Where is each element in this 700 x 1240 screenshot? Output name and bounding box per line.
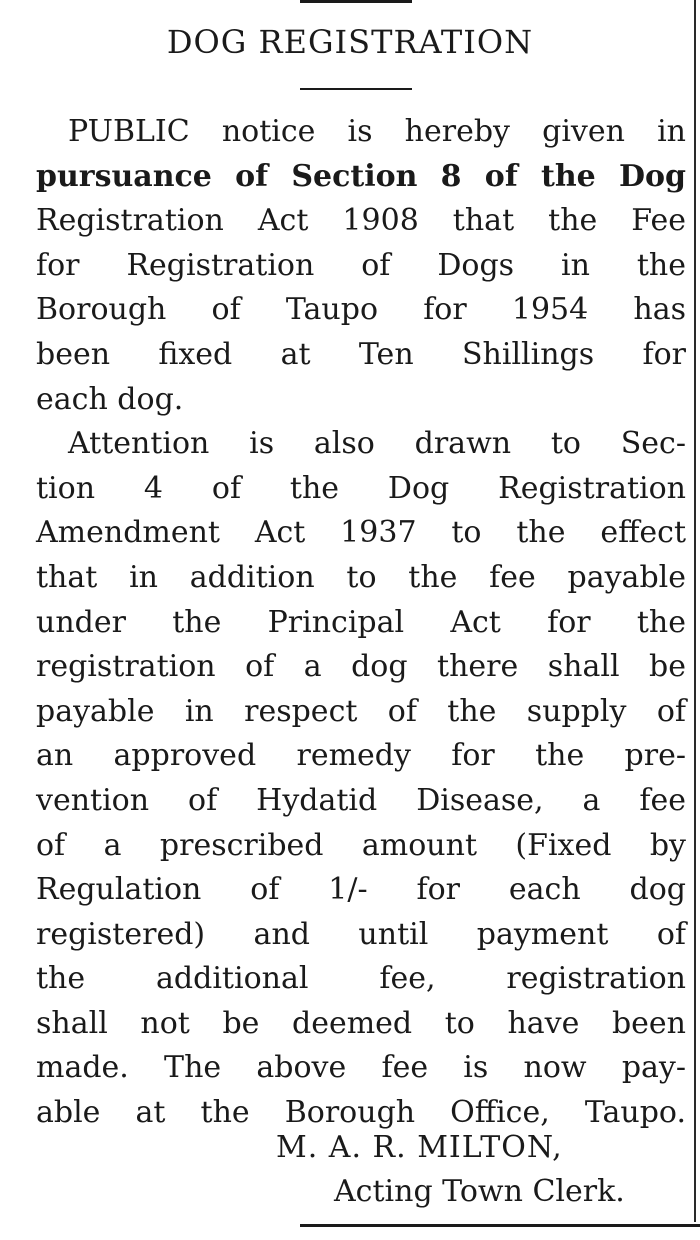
body-line: the additional fee, registration <box>36 961 686 997</box>
body-line: that in addition to the fee payable <box>36 559 686 595</box>
body-line: been fixed at Ten Shillings for <box>36 336 686 372</box>
body-line: registration of a dog there shall be <box>36 649 686 685</box>
notice-body <box>36 110 686 1136</box>
body-line: registered) and until payment of <box>36 916 686 952</box>
column-rule <box>694 0 696 1222</box>
body-line: vention of Hydatid Disease, a fee <box>36 782 686 818</box>
signature-name: M. A. R. MILTON, <box>276 1130 563 1165</box>
body-line: an approved remedy for the pre- <box>36 738 686 774</box>
top-rule <box>300 0 412 3</box>
bottom-rule <box>300 1224 700 1227</box>
signature-title: Acting Town Clerk. <box>334 1174 625 1209</box>
body-line: tion 4 of the Dog Registration <box>36 470 686 506</box>
body-line: Registration Act 1908 that the Fee <box>36 203 686 239</box>
body-line: each dog. <box>36 381 184 417</box>
body-line: made. The above fee is now pay- <box>36 1050 686 1086</box>
body-line: under the Principal Act for the <box>36 604 686 640</box>
body-line: Regulation of 1/- for each dog <box>36 872 686 908</box>
body-line: Amendment Act 1937 to the effect <box>36 515 686 551</box>
notice-title: DOG REGISTRATION <box>166 23 534 61</box>
body-line: pursuance of Section 8 of the Dog <box>36 158 686 194</box>
body-line: shall not be deemed to have been <box>36 1005 686 1041</box>
body-line: PUBLIC notice is hereby given in <box>68 114 686 149</box>
body-line: able at the Borough Office, Taupo. <box>36 1095 686 1131</box>
title-divider <box>300 88 412 90</box>
body-line: Attention is also drawn to Sec- <box>68 426 686 462</box>
body-line: Borough of Taupo for 1954 has <box>36 292 686 328</box>
body-line: payable in respect of the supply of <box>36 693 686 729</box>
body-line: for Registration of Dogs in the <box>36 247 686 283</box>
body-line: of a prescribed amount (Fixed by <box>36 827 686 863</box>
